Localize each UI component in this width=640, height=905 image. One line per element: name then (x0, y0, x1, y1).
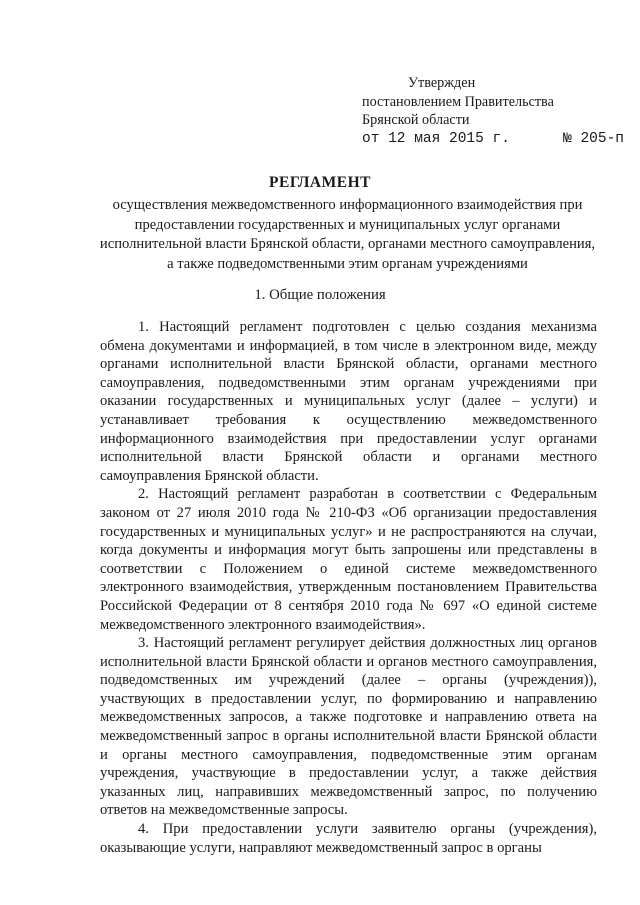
paragraph-4: 4. При предоставлении услуги заявителю органы (учреждения), оказывающие услуги, направляют межведомственный запрос в органы (100, 821, 597, 856)
document-subtitle: осуществления межведомственного информационного взаимодействия при предоставлении государственных и муниципальных услуг органами исполнительной власти Брянской области, органами местного самоуправления, а также подведомственными этим органам учреждениями (99, 197, 596, 273)
approval-line-approved: Утвержден (408, 75, 476, 91)
section-heading: 1. Общие положения (254, 287, 386, 303)
paragraph-3: 3. Настоящий регламент регулирует действия должностных лиц органов исполнительной власти Брянской области и органов местного самоуправления, подведомственных им учреждений (далее – органы (учреждения)), участвующих в предоставлении услуг, по формированию и направлению межведомственных запросов, а также подготовке и направлению ответа на межведомственный запрос в органы исполнительной власти Брянской области и органы местного самоуправления, подведомственные этим органам учреждения, участвующие в предоставлении услуг, а также действия указанных лиц, направивших межведомственный запрос, по получению ответов на межведомственные запросы. (100, 635, 597, 819)
approval-number: № 205-п (563, 130, 624, 147)
approval-block (362, 74, 624, 148)
paragraph-2: 2. Настоящий регламент разработан в соответствии с Федеральным законом от 27 июля 2010 года № 210-ФЗ «Об организации предоставления государственных и муниципальных услуг» и не распространяются на случаи, когда документы и информация могут быть запрошены или представлены в соответствии с Положением о единой системе межведомственного электронного взаимодействия, утвержденным постановлением Правительства Российской Федерации от 8 сентября 2010 года № 697 «О единой системе межведомственного электронного взаимодействия». (100, 486, 597, 633)
approval-date: от 12 мая 2015 г. (362, 130, 510, 147)
paragraph-1: 1. Настоящий регламент подготовлен с целью создания механизма обмена документами и информацией, в том числе в электронном виде, между органами исполнительной власти Брянской области, органами местного самоуправления, подведомственными этим органам учреждениями при оказании государственных и муниципальных услуг (далее – услуги) и устанавливает требования к осуществлению межведомственного информационного взаимодействия при предоставлении услуг органами исполнительной власти Брянской области и органами местного самоуправления Брянской области. (100, 319, 597, 484)
approval-line-region: Брянской области (362, 112, 470, 128)
approval-dateline (362, 130, 624, 149)
approval-line-resolution: постановлением Правительства (362, 93, 554, 110)
document-body (100, 318, 597, 857)
document-title: РЕГЛАМЕНТ (269, 174, 371, 191)
